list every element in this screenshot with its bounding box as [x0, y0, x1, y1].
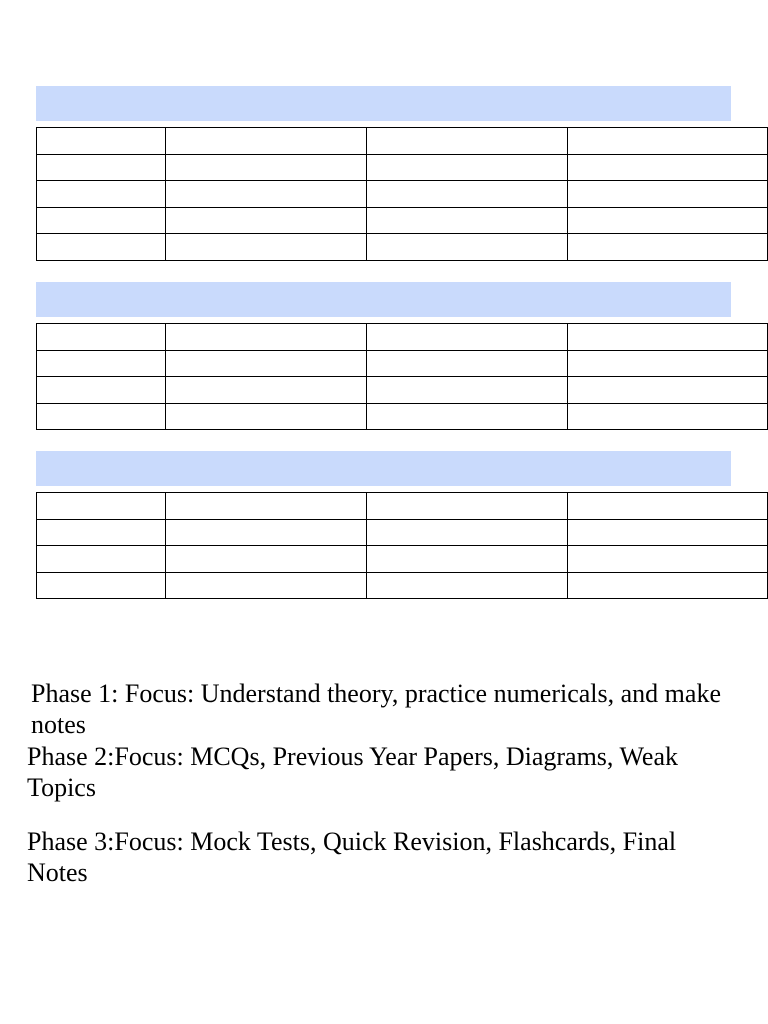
table-cell[interactable]	[166, 546, 367, 573]
table-cell[interactable]	[367, 377, 568, 404]
table-cell[interactable]	[568, 572, 768, 599]
phase-1-note: Phase 1: Focus: Understand theory, practice numericals, and make notes	[31, 679, 721, 739]
table-cell[interactable]	[367, 403, 568, 430]
table-cell[interactable]	[37, 572, 166, 599]
table-row	[37, 207, 768, 234]
table-cell[interactable]	[568, 493, 768, 520]
table-cell[interactable]	[37, 324, 166, 351]
table-cell[interactable]	[367, 350, 568, 377]
table-cell[interactable]	[367, 572, 568, 599]
table-cell[interactable]	[37, 519, 166, 546]
table-row	[37, 154, 768, 181]
phase-3-table	[36, 492, 768, 599]
table-row	[37, 519, 768, 546]
table-cell[interactable]	[568, 546, 768, 573]
table-cell[interactable]	[166, 350, 367, 377]
table-cell[interactable]	[166, 377, 367, 404]
table-cell[interactable]	[37, 377, 166, 404]
phase-3-note: Phase 3:Focus: Mock Tests, Quick Revision, Flashcards, Final Notes	[27, 827, 677, 887]
table-cell[interactable]	[568, 128, 768, 155]
table-cell[interactable]	[166, 181, 367, 208]
table-row	[37, 128, 768, 155]
table-cell[interactable]	[568, 234, 768, 261]
table-cell[interactable]	[37, 154, 166, 181]
table-3-header-band	[36, 451, 731, 486]
table-cell[interactable]	[166, 403, 367, 430]
table-cell[interactable]	[166, 234, 367, 261]
table-cell[interactable]	[166, 324, 367, 351]
table-cell[interactable]	[367, 546, 568, 573]
table-cell[interactable]	[166, 154, 367, 181]
table-cell[interactable]	[568, 181, 768, 208]
phase-1-table	[36, 127, 768, 261]
table-cell[interactable]	[568, 324, 768, 351]
table-cell[interactable]	[37, 546, 166, 573]
table-cell[interactable]	[37, 128, 166, 155]
table-row	[37, 377, 768, 404]
table-cell[interactable]	[367, 234, 568, 261]
table-cell[interactable]	[367, 324, 568, 351]
table-2-header-band	[36, 282, 731, 317]
phase-1-table-body	[37, 128, 768, 261]
table-cell[interactable]	[37, 403, 166, 430]
table-row	[37, 350, 768, 377]
table-cell[interactable]	[568, 403, 768, 430]
table-cell[interactable]	[166, 128, 367, 155]
table-cell[interactable]	[37, 234, 166, 261]
table-cell[interactable]	[568, 519, 768, 546]
table-cell[interactable]	[37, 181, 166, 208]
table-row	[37, 572, 768, 599]
table-row	[37, 324, 768, 351]
table-row	[37, 493, 768, 520]
table-cell[interactable]	[367, 519, 568, 546]
table-row	[37, 181, 768, 208]
phase-2-table-body	[37, 324, 768, 430]
table-cell[interactable]	[367, 154, 568, 181]
table-row	[37, 546, 768, 573]
table-row	[37, 403, 768, 430]
table-cell[interactable]	[37, 350, 166, 377]
phase-3-table-body	[37, 493, 768, 599]
phase-2-note: Phase 2:Focus: MCQs, Previous Year Papers, Diagrams, Weak Topics	[27, 742, 678, 802]
table-cell[interactable]	[568, 207, 768, 234]
table-cell[interactable]	[166, 519, 367, 546]
table-cell[interactable]	[568, 154, 768, 181]
table-cell[interactable]	[166, 493, 367, 520]
table-row	[37, 234, 768, 261]
table-cell[interactable]	[367, 207, 568, 234]
table-cell[interactable]	[166, 572, 367, 599]
table-cell[interactable]	[367, 181, 568, 208]
table-1-header-band	[36, 86, 731, 121]
table-cell[interactable]	[367, 128, 568, 155]
table-cell[interactable]	[568, 377, 768, 404]
table-cell[interactable]	[367, 493, 568, 520]
phase-2-table	[36, 323, 768, 430]
table-cell[interactable]	[37, 493, 166, 520]
table-cell[interactable]	[568, 350, 768, 377]
table-cell[interactable]	[166, 207, 367, 234]
table-cell[interactable]	[37, 207, 166, 234]
